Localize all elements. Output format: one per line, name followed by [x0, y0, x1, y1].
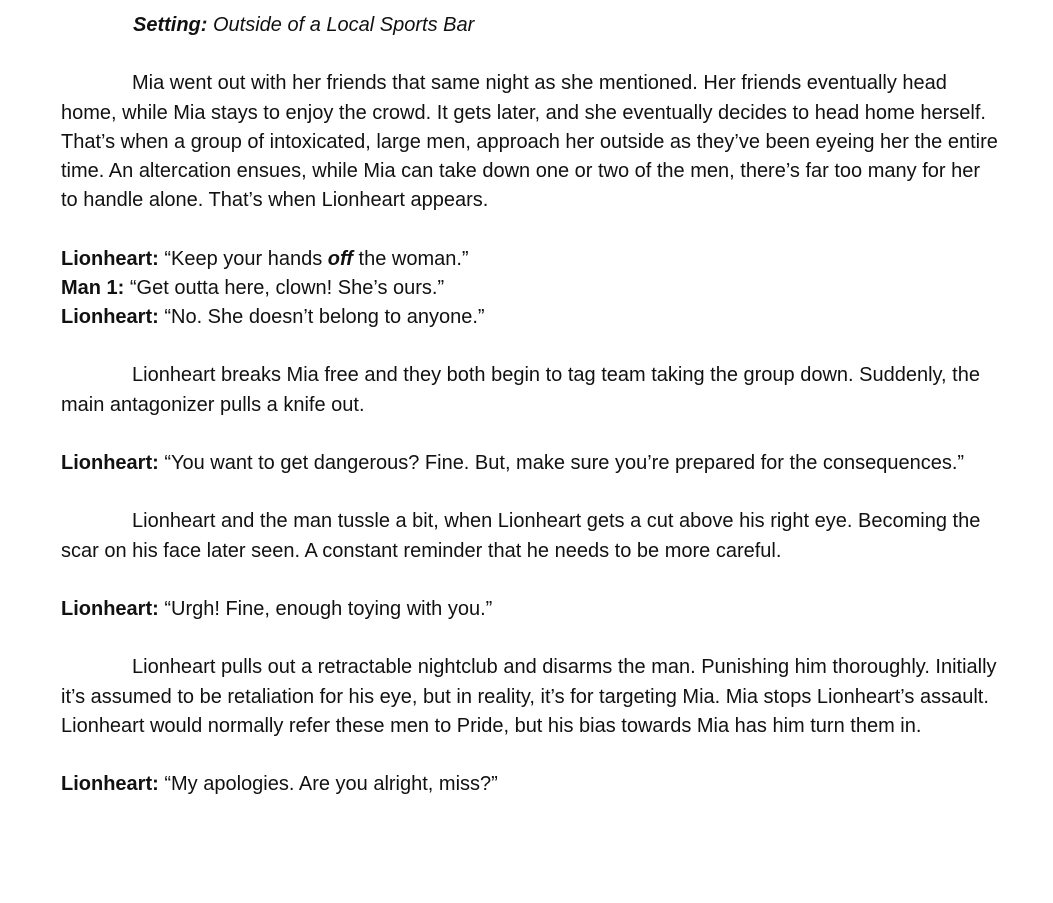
dialogue-line-4 [61, 449, 1001, 478]
dialogue-line-1 [61, 245, 1001, 274]
spacer [61, 624, 1001, 653]
setting-line [61, 11, 1001, 40]
dialogue-text: “No. She doesn’t belong to anyone.” [158, 306, 485, 328]
spacer [61, 478, 1001, 507]
narrative-paragraph-3: Lionheart and the man tussle a bit, when Lionheart gets a cut above his right eye. Becoming the scar on his face later seen. A constant reminder that he needs to be more careful. [61, 510, 981, 562]
dialogue-line-3 [61, 303, 1001, 332]
dialogue-text: “Keep your hands [158, 247, 328, 270]
narrative-paragraph-1: Mia went out with her friends that same night as she mentioned. Her friends eventually head home, while Mia stays to enjoy the crowd. It gets later, and she eventually decides to head home herself. That’s when a group of intoxicated, large men, approach her outside as they’ve been eyeing her the entire time. An altercation ensues, while Mia can take down one or two of the men, there’s far too many for her to handle alone. That’s when Lionheart appears. [61, 72, 998, 212]
speaker-name: Lionheart: [61, 773, 159, 796]
dialogue-text: “Get outta here, clown! She’s ours.” [124, 276, 445, 299]
spacer [61, 566, 1001, 595]
speaker-name: Lionheart: [61, 306, 159, 328]
dialogue-line-6 [61, 770, 1001, 799]
dialogue-text: “Urgh! Fine, enough toying with you.” [158, 597, 493, 620]
dialogue-line-5 [61, 595, 1001, 624]
dialogue-text: “You want to get dangerous? Fine. But, make sure you’re prepared for the consequences.” [158, 451, 965, 474]
spacer [61, 741, 1001, 770]
spacer [61, 420, 1001, 449]
dialogue-line-2 [61, 274, 1001, 303]
speaker-name: Man 1: [61, 276, 125, 299]
spacer [61, 215, 1001, 244]
speaker-name: Lionheart: [61, 451, 159, 474]
dialogue-emphasis: off [327, 247, 353, 270]
spacer [61, 40, 1001, 69]
speaker-name: Lionheart: [61, 247, 159, 270]
setting-value: Outside of a Local Sports Bar [207, 14, 475, 36]
dialogue-text: “My apologies. Are you alright, miss?” [158, 773, 498, 796]
speaker-name: Lionheart: [61, 597, 159, 620]
document-body [61, 11, 1001, 799]
spacer [61, 332, 1001, 361]
setting-label: Setting: [133, 14, 208, 36]
dialogue-text: the woman.” [352, 247, 469, 270]
narrative-paragraph-4: Lionheart pulls out a retractable nightclub and disarms the man. Punishing him thoroughly. Initially it’s assumed to be retaliation for his eye, but in reality, it’s for targeting Mia. Mia stops Lionheart’s assault. Lionheart would normally refer these men to Pride, but his bias towards Mia has him turn them in. [61, 656, 997, 737]
narrative-paragraph-2: Lionheart breaks Mia free and they both begin to tag team taking the group down. Suddenly, the main antagonizer pulls a knife out. [61, 364, 980, 416]
